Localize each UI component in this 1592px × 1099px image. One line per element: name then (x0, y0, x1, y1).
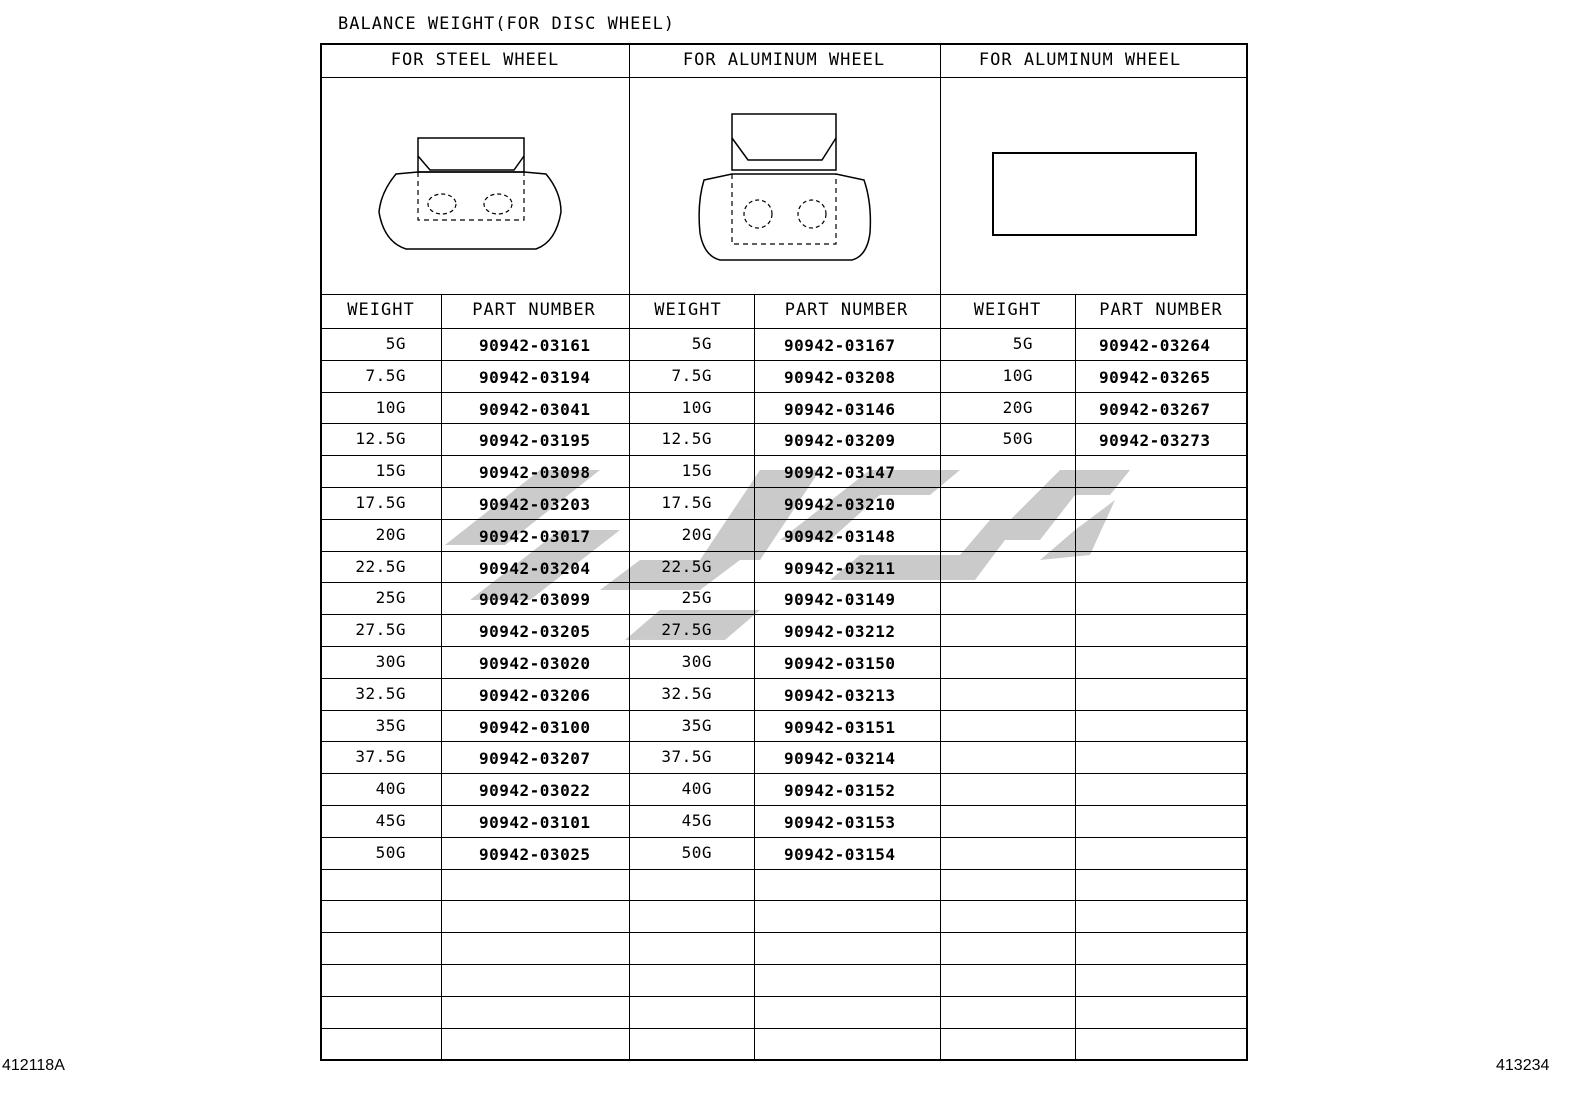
part-number-cell: 90942-03209 (784, 431, 896, 451)
part-number-cell: 90942-03146 (784, 399, 896, 419)
weight-cell: 35G (375, 715, 406, 735)
column-header-part-number: PART NUMBER (472, 300, 596, 320)
table-row-divider (320, 614, 1248, 615)
weight-cell: 10G (375, 397, 406, 417)
part-number-cell: 90942-03210 (784, 495, 896, 514)
table-row-divider (320, 678, 1248, 679)
part-number-cell: 90942-03100 (479, 717, 591, 737)
weight-cell: 17.5G (355, 493, 406, 512)
part-number-cell: 90942-03273 (1099, 431, 1211, 451)
part-number-cell: 90942-03211 (784, 558, 896, 578)
weight-cell: 35G (681, 715, 712, 735)
part-number-cell: 90942-03150 (784, 654, 896, 673)
table-row-divider (320, 294, 1248, 295)
table-row-divider (320, 932, 1248, 933)
weight-cell: 20G (1002, 397, 1033, 417)
column-header-weight: WEIGHT (347, 300, 415, 320)
section-divider (940, 43, 941, 1061)
weight-cell: 27.5G (661, 620, 712, 640)
part-number-cell: 90942-03099 (479, 590, 591, 610)
table-row-divider (320, 455, 1248, 456)
part-number-cell: 90942-03147 (784, 463, 896, 483)
table-row-divider (320, 423, 1248, 424)
weight-cell: 10G (681, 397, 712, 417)
part-number-cell: 90942-03195 (479, 431, 591, 451)
adhesive-weight-drawing-icon (990, 150, 1200, 240)
weight-cell: 5G (691, 334, 712, 353)
table-row-divider (320, 996, 1248, 997)
weight-cell: 22.5G (355, 556, 406, 576)
weight-cell: 37.5G (355, 747, 406, 767)
steel-wheel-weight-drawing-icon (376, 132, 576, 262)
table-row-divider (320, 1059, 1248, 1060)
part-number-cell: 90942-03022 (479, 781, 591, 801)
part-number-cell: 90942-03148 (784, 526, 896, 546)
weight-cell: 7.5G (365, 365, 406, 385)
part-number-cell: 90942-03101 (479, 813, 591, 832)
part-number-cell: 90942-03203 (479, 495, 591, 514)
table-row-divider (320, 360, 1248, 361)
part-number-cell: 90942-03017 (479, 526, 591, 546)
weight-cell: 15G (681, 461, 712, 481)
weight-cell: 50G (375, 842, 406, 862)
part-number-cell: 90942-03206 (479, 685, 591, 705)
weight-cell: 7.5G (671, 365, 712, 385)
weight-cell: 20G (681, 524, 712, 544)
part-number-cell: 90942-03020 (479, 654, 591, 673)
weight-cell: 50G (1002, 429, 1033, 449)
column-header-part-number: PART NUMBER (784, 300, 909, 320)
part-number-cell: 90942-03041 (479, 399, 591, 419)
table-row-divider (320, 328, 1248, 329)
table-row-divider (320, 1028, 1248, 1029)
weight-cell: 25G (375, 588, 406, 608)
part-number-cell: 90942-03167 (784, 336, 896, 355)
column-header-part-number: PART NUMBER (1099, 300, 1223, 320)
table-row-divider (320, 710, 1248, 711)
part-number-cell: 90942-03152 (784, 781, 896, 801)
part-number-cell: 90942-03207 (479, 749, 591, 769)
part-number-cell: 90942-03154 (784, 844, 896, 864)
part-number-cell: 90942-03264 (1099, 336, 1211, 355)
weight-cell: 30G (681, 652, 712, 671)
table-row-divider (320, 900, 1248, 901)
weight-cell: 45G (375, 811, 406, 830)
table-row-divider (320, 487, 1248, 488)
table-row-divider (320, 773, 1248, 774)
weight-cell: 17.5G (661, 493, 712, 512)
figure-code-left: 412118A (2, 1057, 65, 1074)
weight-cell: 40G (681, 779, 712, 799)
table-row-divider (320, 869, 1248, 870)
part-number-cell: 90942-03267 (1099, 399, 1211, 419)
weight-cell: 15G (375, 461, 406, 481)
weight-cell: 32.5G (355, 683, 406, 703)
table-row-divider (320, 837, 1248, 838)
column-header-weight: WEIGHT (973, 300, 1042, 320)
table-row-divider (320, 646, 1248, 647)
part-number-cell: 90942-03025 (479, 844, 591, 864)
weight-cell: 50G (681, 842, 712, 862)
section-header-aluminum-adhesive: FOR ALUMINUM WHEEL (978, 50, 1182, 70)
table-row-divider (320, 582, 1248, 583)
section-divider (629, 43, 630, 1061)
part-number-cell: 90942-03161 (479, 336, 591, 355)
weight-cell: 22.5G (661, 556, 712, 576)
weight-cell: 10G (1002, 365, 1033, 385)
part-number-cell: 90942-03205 (479, 622, 591, 642)
page-title: BALANCE WEIGHT(FOR DISC WHEEL) (338, 14, 676, 34)
table-row-divider (320, 77, 1248, 78)
weight-cell: 5G (1012, 334, 1033, 353)
part-number-cell: 90942-03265 (1099, 367, 1211, 387)
figure-code-right: 413234 (1496, 1057, 1550, 1074)
part-number-cell: 90942-03153 (784, 813, 896, 832)
weight-cell: 12.5G (355, 429, 406, 449)
aluminum-wheel-clip-weight-drawing-icon (692, 108, 892, 268)
weight-cell: 25G (681, 588, 712, 608)
part-number-cell: 90942-03151 (784, 717, 896, 737)
weight-cell: 20G (375, 524, 406, 544)
part-number-cell: 90942-03214 (784, 749, 896, 769)
weight-cell: 30G (375, 652, 406, 671)
table-row-divider (320, 519, 1248, 520)
part-number-cell: 90942-03208 (784, 367, 896, 387)
table-row-divider (320, 964, 1248, 965)
table-row-divider (320, 392, 1248, 393)
part-number-cell: 90942-03212 (784, 622, 896, 642)
weight-cell: 5G (385, 334, 406, 353)
weight-cell: 40G (375, 779, 406, 799)
weight-cell: 37.5G (661, 747, 712, 767)
part-number-cell: 90942-03098 (479, 463, 591, 483)
weight-cell: 27.5G (355, 620, 406, 640)
weight-cell: 45G (681, 811, 712, 830)
column-header-weight: WEIGHT (654, 300, 722, 320)
weight-cell: 32.5G (661, 683, 712, 703)
part-number-cell: 90942-03213 (784, 685, 896, 705)
part-number-cell: 90942-03194 (479, 367, 591, 387)
table-row-divider (320, 805, 1248, 806)
part-number-cell: 90942-03149 (784, 590, 896, 610)
column-divider (754, 294, 755, 1061)
table-row-divider (320, 741, 1248, 742)
section-header-aluminum-clip: FOR ALUMINUM WHEEL (682, 50, 886, 70)
section-header-steel: FOR STEEL WHEEL (390, 50, 560, 70)
weight-cell: 12.5G (661, 429, 712, 449)
table-row-divider (320, 551, 1248, 552)
column-divider (441, 294, 442, 1061)
part-number-cell: 90942-03204 (479, 558, 591, 578)
column-divider (1075, 294, 1076, 1061)
